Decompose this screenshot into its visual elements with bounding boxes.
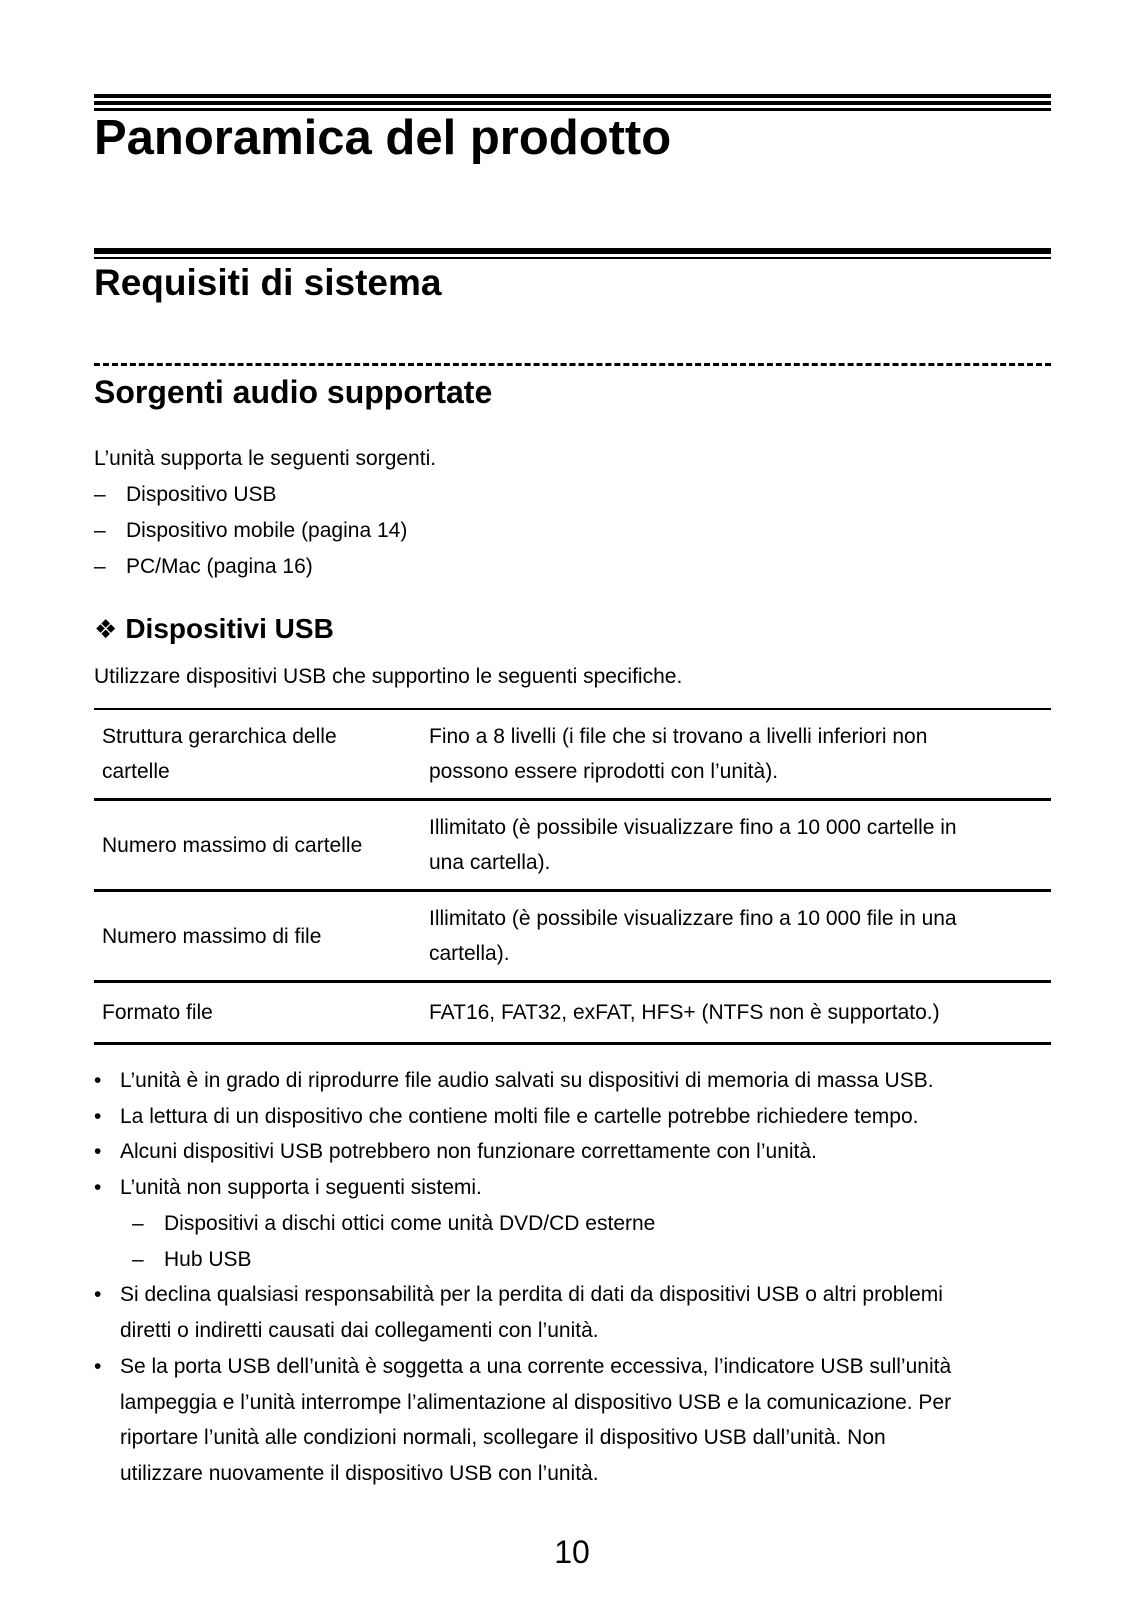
page-title: Panoramica del prodotto bbox=[94, 111, 672, 165]
note-line: utilizzare nuovamente il dispositivo USB con l’unità. bbox=[120, 1462, 599, 1485]
bullet-marker: • bbox=[94, 1140, 102, 1163]
dash-marker: – bbox=[132, 1212, 144, 1235]
bullet-marker: • bbox=[94, 1176, 102, 1199]
note-subitem: Hub USB bbox=[164, 1248, 252, 1271]
spec-label: Formato file bbox=[94, 982, 421, 1044]
usb-heading bbox=[94, 615, 334, 643]
note-line: diretti o indiretti causati dai collegamenti con l’unità. bbox=[120, 1319, 599, 1342]
note-line: Se la porta USB dell’unità è soggetta a una corrente eccessiva, l’indicatore USB sull’unità bbox=[120, 1355, 952, 1378]
note-line: Si declina qualsiasi responsabilità per la perdita di dati da dispositivi USB o altri problemi bbox=[120, 1283, 943, 1306]
note-item: La lettura di un dispositivo che contiene molti file e cartelle potrebbe richiedere tempo. bbox=[120, 1105, 919, 1128]
bullet-marker: • bbox=[94, 1355, 102, 1378]
note-subitem: Dispositivi a dischi ottici come unità DVD/CD esterne bbox=[164, 1212, 656, 1235]
spec-label: Struttura gerarchica delle cartelle bbox=[94, 709, 421, 800]
spec-value: Illimitato (è possibile visualizzare fino a 10 000 file in una cartella). bbox=[421, 891, 1051, 982]
bullet-marker: • bbox=[94, 1283, 102, 1306]
spec-label: Numero massimo di cartelle bbox=[94, 800, 421, 891]
spec-label: Numero massimo di file bbox=[94, 891, 421, 982]
diamond-icon: ❖ bbox=[94, 614, 118, 644]
note-item: L’unità non supporta i seguenti sistemi. bbox=[120, 1176, 482, 1199]
table-row bbox=[94, 800, 1051, 891]
subsection-divider bbox=[94, 363, 1051, 366]
note-item: Alcuni dispositivi USB potrebbero non funzionare correttamente con l’unità. bbox=[120, 1140, 817, 1163]
table-row bbox=[94, 709, 1051, 800]
source-item: Dispositivo mobile (pagina 14) bbox=[126, 519, 408, 542]
dash-marker: – bbox=[94, 555, 106, 578]
dash-marker: – bbox=[94, 519, 106, 542]
table-row bbox=[94, 891, 1051, 982]
note-line: riportare l’unità alle condizioni normali, scollegare il dispositivo USB dall’unità. Non bbox=[120, 1426, 886, 1449]
spec-value: FAT16, FAT32, exFAT, HFS+ (NTFS non è supportato.) bbox=[421, 982, 1051, 1044]
usb-spec-table bbox=[94, 708, 1051, 1045]
source-item: PC/Mac (pagina 16) bbox=[126, 555, 313, 578]
bullet-marker: • bbox=[94, 1069, 102, 1092]
subsection-heading: Sorgenti audio supportate bbox=[94, 374, 493, 410]
sources-intro: L’unità supporta le seguenti sorgenti. bbox=[94, 447, 437, 470]
page-number: 10 bbox=[554, 1534, 590, 1570]
table-row bbox=[94, 982, 1051, 1044]
note-item: L’unità è in grado di riprodurre file audio salvati su dispositivi di memoria di massa USB. bbox=[120, 1069, 934, 1092]
dash-marker: – bbox=[132, 1248, 144, 1271]
spec-value: Illimitato (è possibile visualizzare fino a 10 000 cartelle in una cartella). bbox=[421, 800, 1051, 891]
bullet-marker: • bbox=[94, 1105, 102, 1128]
section-heading: Requisiti di sistema bbox=[94, 262, 442, 303]
usb-heading-text: Dispositivi USB bbox=[125, 613, 334, 644]
usb-intro: Utilizzare dispositivi USB che supportino le seguenti specifiche. bbox=[94, 665, 683, 688]
source-item: Dispositivo USB bbox=[126, 483, 277, 506]
spec-value: Fino a 8 livelli (i file che si trovano a livelli inferiori non possono essere riprodotti con l’unità). bbox=[421, 709, 1051, 800]
note-line: lampeggia e l’unità interrompe l’alimentazione al dispositivo USB e la comunicazione. Per bbox=[120, 1391, 952, 1414]
dash-marker: – bbox=[94, 483, 106, 506]
